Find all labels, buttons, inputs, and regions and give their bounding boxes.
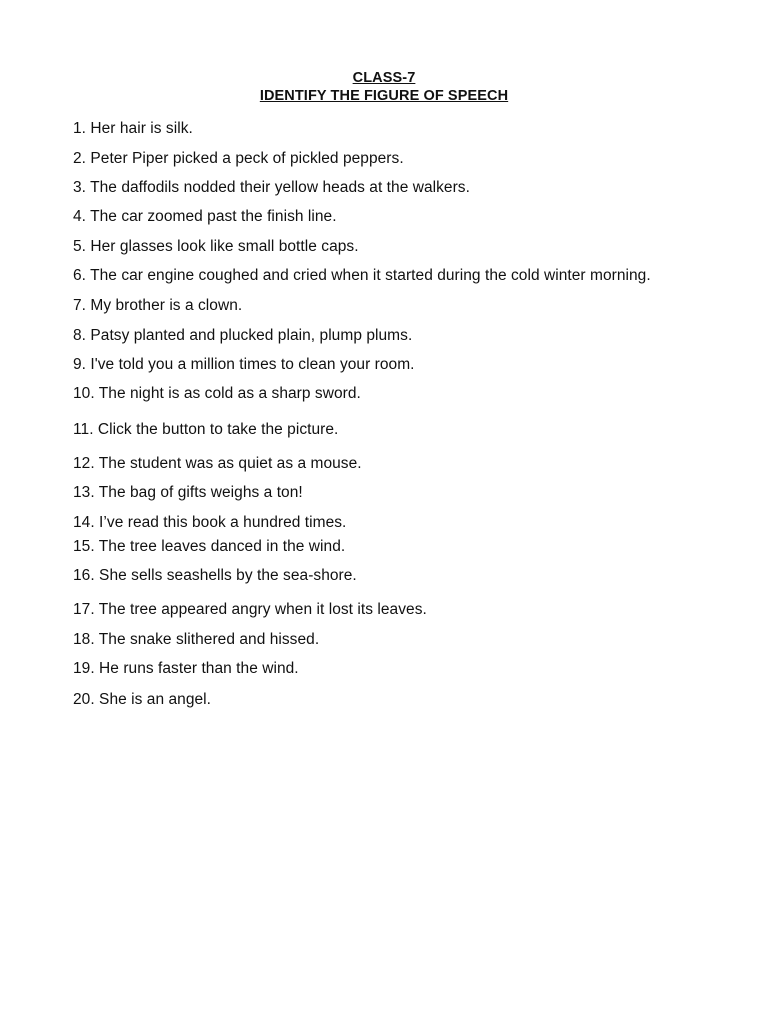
- question-item: 16. She sells seashells by the sea-shore.: [73, 567, 357, 584]
- question-item: 10. The night is as cold as a sharp sword.: [73, 385, 361, 402]
- question-item: 6. The car engine coughed and cried when it started during the cold winter morning.: [73, 267, 651, 284]
- class-label: CLASS-7: [352, 70, 416, 86]
- worksheet-header: [0, 69, 768, 105]
- question-item: 18. The snake slithered and hissed.: [73, 631, 320, 648]
- question-item: 5. Her glasses look like small bottle caps.: [73, 238, 359, 255]
- question-item: 12. The student was as quiet as a mouse.: [73, 455, 362, 472]
- question-item: 13. The bag of gifts weighs a ton!: [73, 484, 303, 501]
- question-item: 2. Peter Piper picked a peck of pickled peppers.: [73, 150, 404, 167]
- question-item: 14. I’ve read this book a hundred times.: [73, 514, 347, 531]
- question-item: 4. The car zoomed past the finish line.: [73, 208, 337, 225]
- question-item: 20. She is an angel.: [73, 691, 212, 708]
- question-item: 15. The tree leaves danced in the wind.: [73, 538, 346, 555]
- question-item: 1. Her hair is silk.: [73, 120, 193, 137]
- question-item: 19. He runs faster than the wind.: [73, 660, 299, 677]
- question-item: 9. I've told you a million times to clean your room.: [73, 356, 415, 373]
- question-item: 7. My brother is a clown.: [73, 297, 243, 314]
- question-item: 11. Click the button to take the picture.: [73, 421, 339, 438]
- question-item: 8. Patsy planted and plucked plain, plump plums.: [73, 327, 413, 344]
- worksheet-title: IDENTIFY THE FIGURE OF SPEECH: [259, 88, 509, 104]
- question-item: 3. The daffodils nodded their yellow heads at the walkers.: [73, 179, 470, 196]
- question-item: 17. The tree appeared angry when it lost its leaves.: [73, 601, 427, 618]
